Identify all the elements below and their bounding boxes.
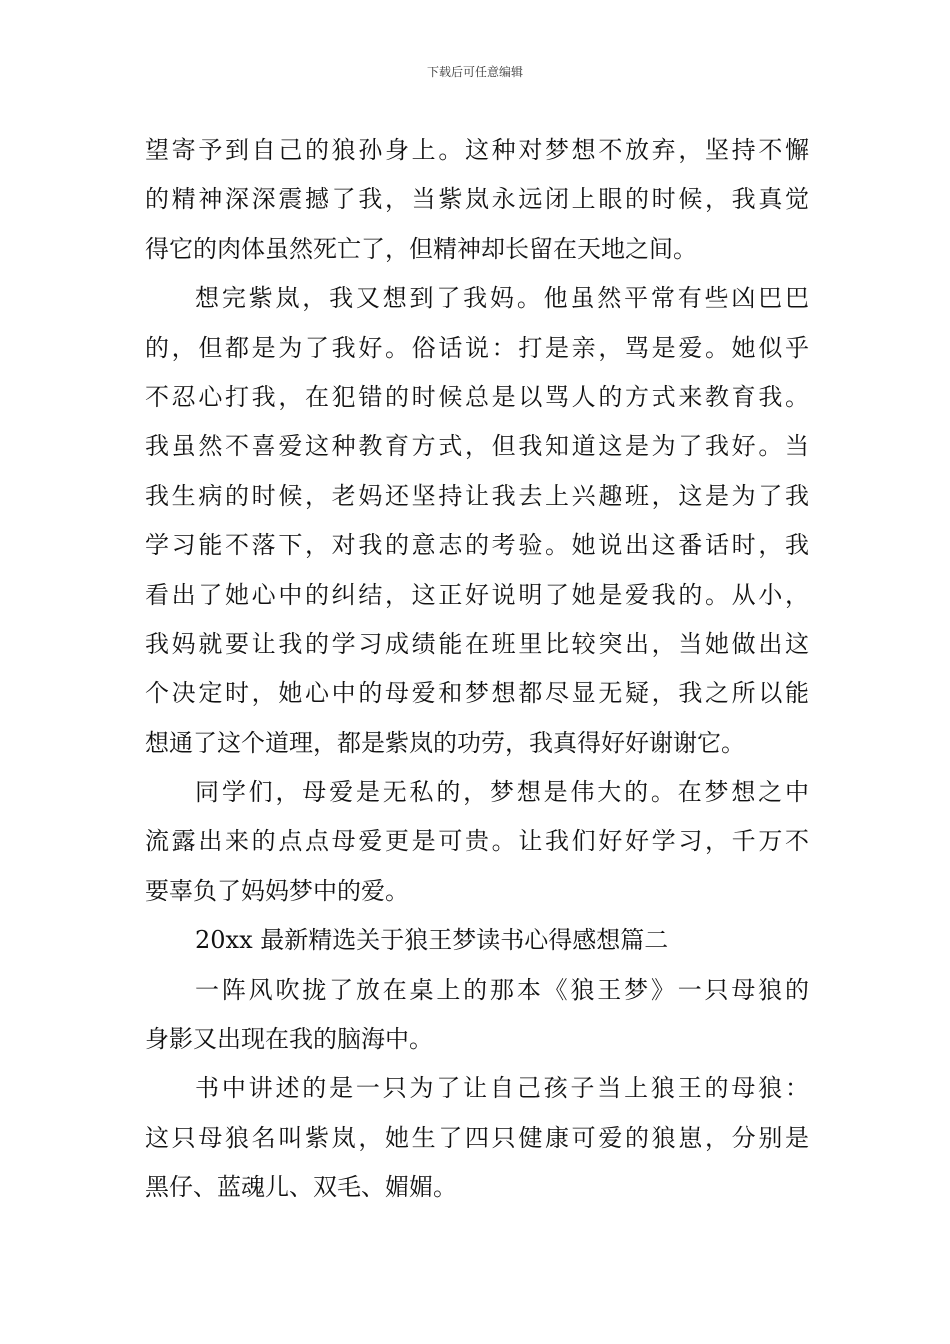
paragraph-start: 想完紫岚，我又想到了我妈。他虽然平常有些凶巴巴 bbox=[195, 284, 809, 313]
text-line: 身影又出现在我的脑海中。 bbox=[145, 1025, 433, 1054]
document-body bbox=[145, 126, 809, 1213]
text-line: 我虽然不喜爱这种教育方式，但我知道这是为了我好。当 bbox=[145, 432, 809, 461]
paragraph-start: 书中讲述的是一只为了让自己孩子当上狼王的母狼： bbox=[195, 1074, 809, 1103]
text-line: 的精神深深震撼了我，当紫岚永远闭上眼的时候，我真觉 bbox=[145, 185, 809, 214]
text-line: 想通了这个道理，都是紫岚的功劳，我真得好好谢谢它。 bbox=[145, 728, 745, 757]
text-line: 不忍心打我，在犯错的时候总是以骂人的方式来教育我。 bbox=[145, 382, 809, 411]
paragraph-start: 一阵风吹拢了放在桌上的那本《狼王梦》一只母狼的 bbox=[195, 975, 809, 1004]
text-line: 的，但都是为了我好。俗话说：打是亲，骂是爱。她似乎 bbox=[145, 333, 809, 362]
text-line: 望寄予到自己的狼孙身上。这种对梦想不放弃，坚持不懈 bbox=[145, 136, 809, 164]
text-line: 黑仔、蓝魂儿、双毛、媚媚。 bbox=[145, 1173, 457, 1202]
text-line: 我生病的时候，老妈还坚持让我去上兴趣班，这是为了我 bbox=[145, 481, 809, 510]
text-line: 流露出来的点点母爱更是可贵。让我们好好学习，千万不 bbox=[145, 827, 809, 856]
paragraph-start: 同学们，母爱是无私的，梦想是伟大的。在梦想之中 bbox=[195, 778, 809, 807]
text-line: 看出了她心中的纠结，这正好说明了她是爱我的。从小， bbox=[145, 580, 809, 609]
section-heading: 20xx 最新精选关于狼王梦读书心得感想篇二 bbox=[195, 926, 669, 955]
text-line: 我妈就要让我的学习成绩能在班里比较突出，当她做出这 bbox=[145, 629, 809, 658]
text-line: 个决定时，她心中的母爱和梦想都尽显无疑，我之所以能 bbox=[145, 679, 809, 708]
text-line: 学习能不落下，对我的意志的考验。她说出这番话时，我 bbox=[145, 531, 809, 560]
text-line: 得它的肉体虽然死亡了，但精神却长留在天地之间。 bbox=[145, 234, 697, 263]
page-header: 下载后可任意编辑 bbox=[426, 65, 523, 79]
text-line: 要辜负了妈妈梦中的爱。 bbox=[145, 876, 409, 905]
text-line: 这只母狼名叫紫岚，她生了四只健康可爱的狼崽，分别是 bbox=[145, 1123, 809, 1152]
